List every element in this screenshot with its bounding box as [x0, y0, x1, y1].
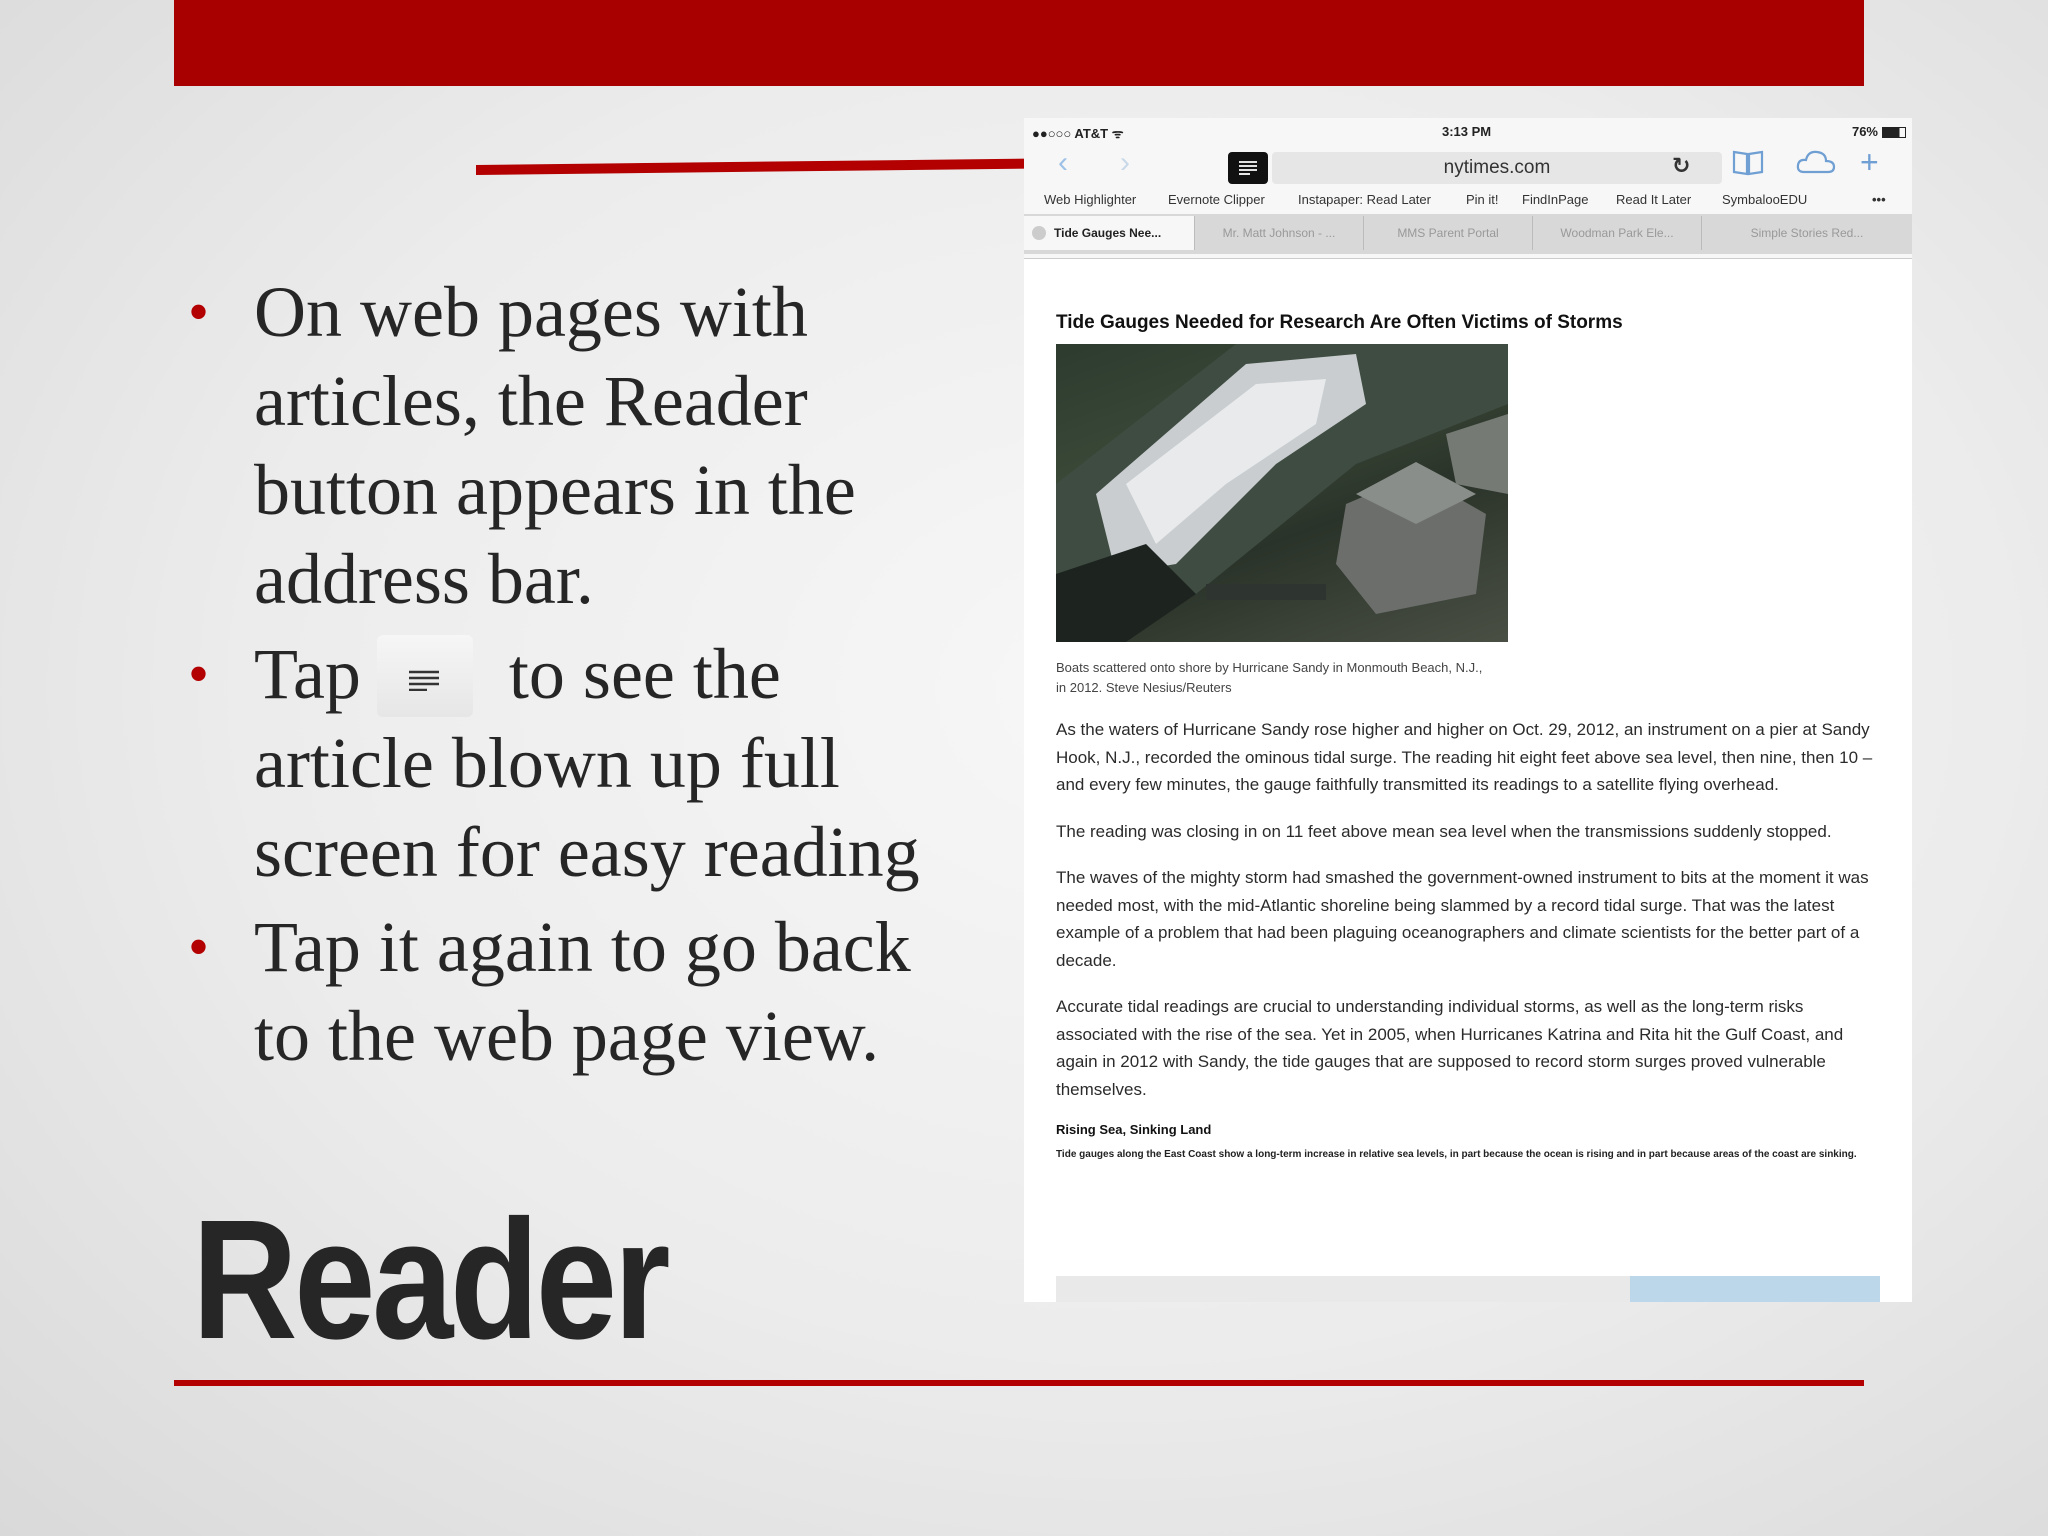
close-tab-icon[interactable]: [1032, 226, 1046, 240]
bullet-dot: •: [188, 641, 210, 707]
bullet-text-before: Tap: [254, 634, 361, 714]
bookmark-item[interactable]: Pin it!: [1466, 192, 1499, 207]
bookmark-item[interactable]: Read It Later: [1616, 192, 1692, 207]
bookmark-item[interactable]: SymbalooEDU: [1722, 192, 1808, 207]
bookmarks-icon[interactable]: [1732, 148, 1764, 183]
status-bar: [1024, 118, 1912, 144]
article: [1056, 312, 1888, 1173]
safari-screenshot: [1024, 118, 1912, 1302]
bottom-accent-line: [174, 1380, 1864, 1386]
figure-caption: Tide gauges along the East Coast show a long-term increase in relative sea levels, in part because the ocean is rising and in part because areas of the coast are sinking.: [1056, 1149, 1857, 1160]
tab-active[interactable]: Tide Gauges Nee...: [1024, 216, 1195, 250]
address-bar[interactable]: nytimes.com: [1272, 152, 1722, 184]
battery-icon: [1882, 127, 1906, 138]
photo-caption: Boats scattered onto shore by Hurricane Sandy in Monmouth Beach, N.J., in 2012. Steve Nesius/Reuters: [1056, 660, 1483, 695]
article-subhead: Rising Sea, Sinking Land: [1056, 1122, 1212, 1137]
article-headline: Tide Gauges Needed for Research Are Often Victims of Storms: [1056, 312, 1623, 333]
battery-percent: 76%: [1851, 124, 1878, 139]
bookmarks-bar: [1024, 184, 1912, 214]
reader-icon: [1238, 161, 1258, 175]
tab[interactable]: Mr. Matt Johnson - ...: [1195, 216, 1364, 250]
bookmark-item[interactable]: FindInPage: [1522, 192, 1589, 207]
status-time: 3:13 PM: [1442, 124, 1492, 139]
reload-icon[interactable]: ↻: [1672, 153, 1691, 178]
slide-title: Reader: [192, 1185, 668, 1375]
forward-icon[interactable]: ›: [1120, 146, 1130, 179]
reader-icon: [377, 635, 473, 717]
top-accent-bar: [174, 0, 1864, 86]
bullet-dot: •: [188, 279, 210, 345]
new-tab-icon[interactable]: +: [1860, 144, 1879, 180]
tab[interactable]: MMS Parent Portal: [1364, 216, 1533, 250]
browser-chrome: [1024, 118, 1912, 259]
bullet-item: [188, 268, 968, 624]
tab[interactable]: Woodman Park Ele...: [1533, 216, 1702, 250]
bullet-text: Tap it again to go back to the web page view.: [254, 907, 911, 1076]
icloud-icon[interactable]: [1796, 148, 1836, 183]
article-paragraph: Accurate tidal readings are crucial to understanding individual storms, as well as the long-term risks associated with the rise of the sea. Yet in 2005, when Hurricanes Katrina and Rita hit the Gulf Coast, and again in 2012 with Sandy, the tide gauges that are supposed to record storm surges proved vulnerable themselves.: [1056, 997, 1844, 1099]
bookmark-item[interactable]: Evernote Clipper: [1168, 192, 1265, 207]
article-paragraph: The waves of the mighty storm had smashed the government-owned instrument to bits at the moment it was needed most, with the mid-Atlantic shoreline being slammed by a record tidal surge. That was the latest example of a problem that had been plaguing oceanographers and climate scientists for the better part of a decade.: [1056, 868, 1869, 970]
bullet-text: On web pages with articles, the Reader button appears in the address bar.: [254, 272, 856, 619]
battery: [1852, 124, 1906, 139]
hurricane-boats-photo: [1056, 344, 1508, 642]
reader-button[interactable]: [1228, 152, 1268, 184]
bullet-item: [188, 903, 968, 1081]
article-paragraph: The reading was closing in on 11 feet above mean sea level when the transmissions suddenly stopped.: [1056, 821, 1832, 841]
bullet-text-after: to see the article blown up full screen for easy reading: [254, 634, 920, 892]
article-photo: [1056, 344, 1508, 642]
tab[interactable]: Simple Stories Red...: [1702, 216, 1912, 250]
nav-bar: [1024, 144, 1912, 184]
bookmark-item[interactable]: Web Highlighter: [1044, 192, 1137, 207]
bullet-dot: •: [188, 914, 210, 980]
bullet-list: [188, 268, 968, 1087]
tab-bar: [1024, 214, 1912, 254]
more-bookmarks[interactable]: •••: [1872, 192, 1886, 207]
back-icon[interactable]: ‹: [1058, 146, 1068, 179]
bullet-item: [188, 630, 968, 897]
map-graphic: [1056, 1276, 1880, 1302]
article-paragraph: As the waters of Hurricane Sandy rose higher and higher on Oct. 29, 2012, an instrument on a pier at Sandy Hook, N.J., recorded the ominous tidal surge. The reading hit eight feet above sea level, then nine, then 10 – and every few minutes, the gauge faithfully transmitted its readings to a satellite flying overhead.: [1056, 720, 1873, 794]
bookmark-item[interactable]: Instapaper: Read Later: [1298, 192, 1431, 207]
carrier: ●●○○○ AT&T ᯤ: [1032, 126, 1124, 141]
